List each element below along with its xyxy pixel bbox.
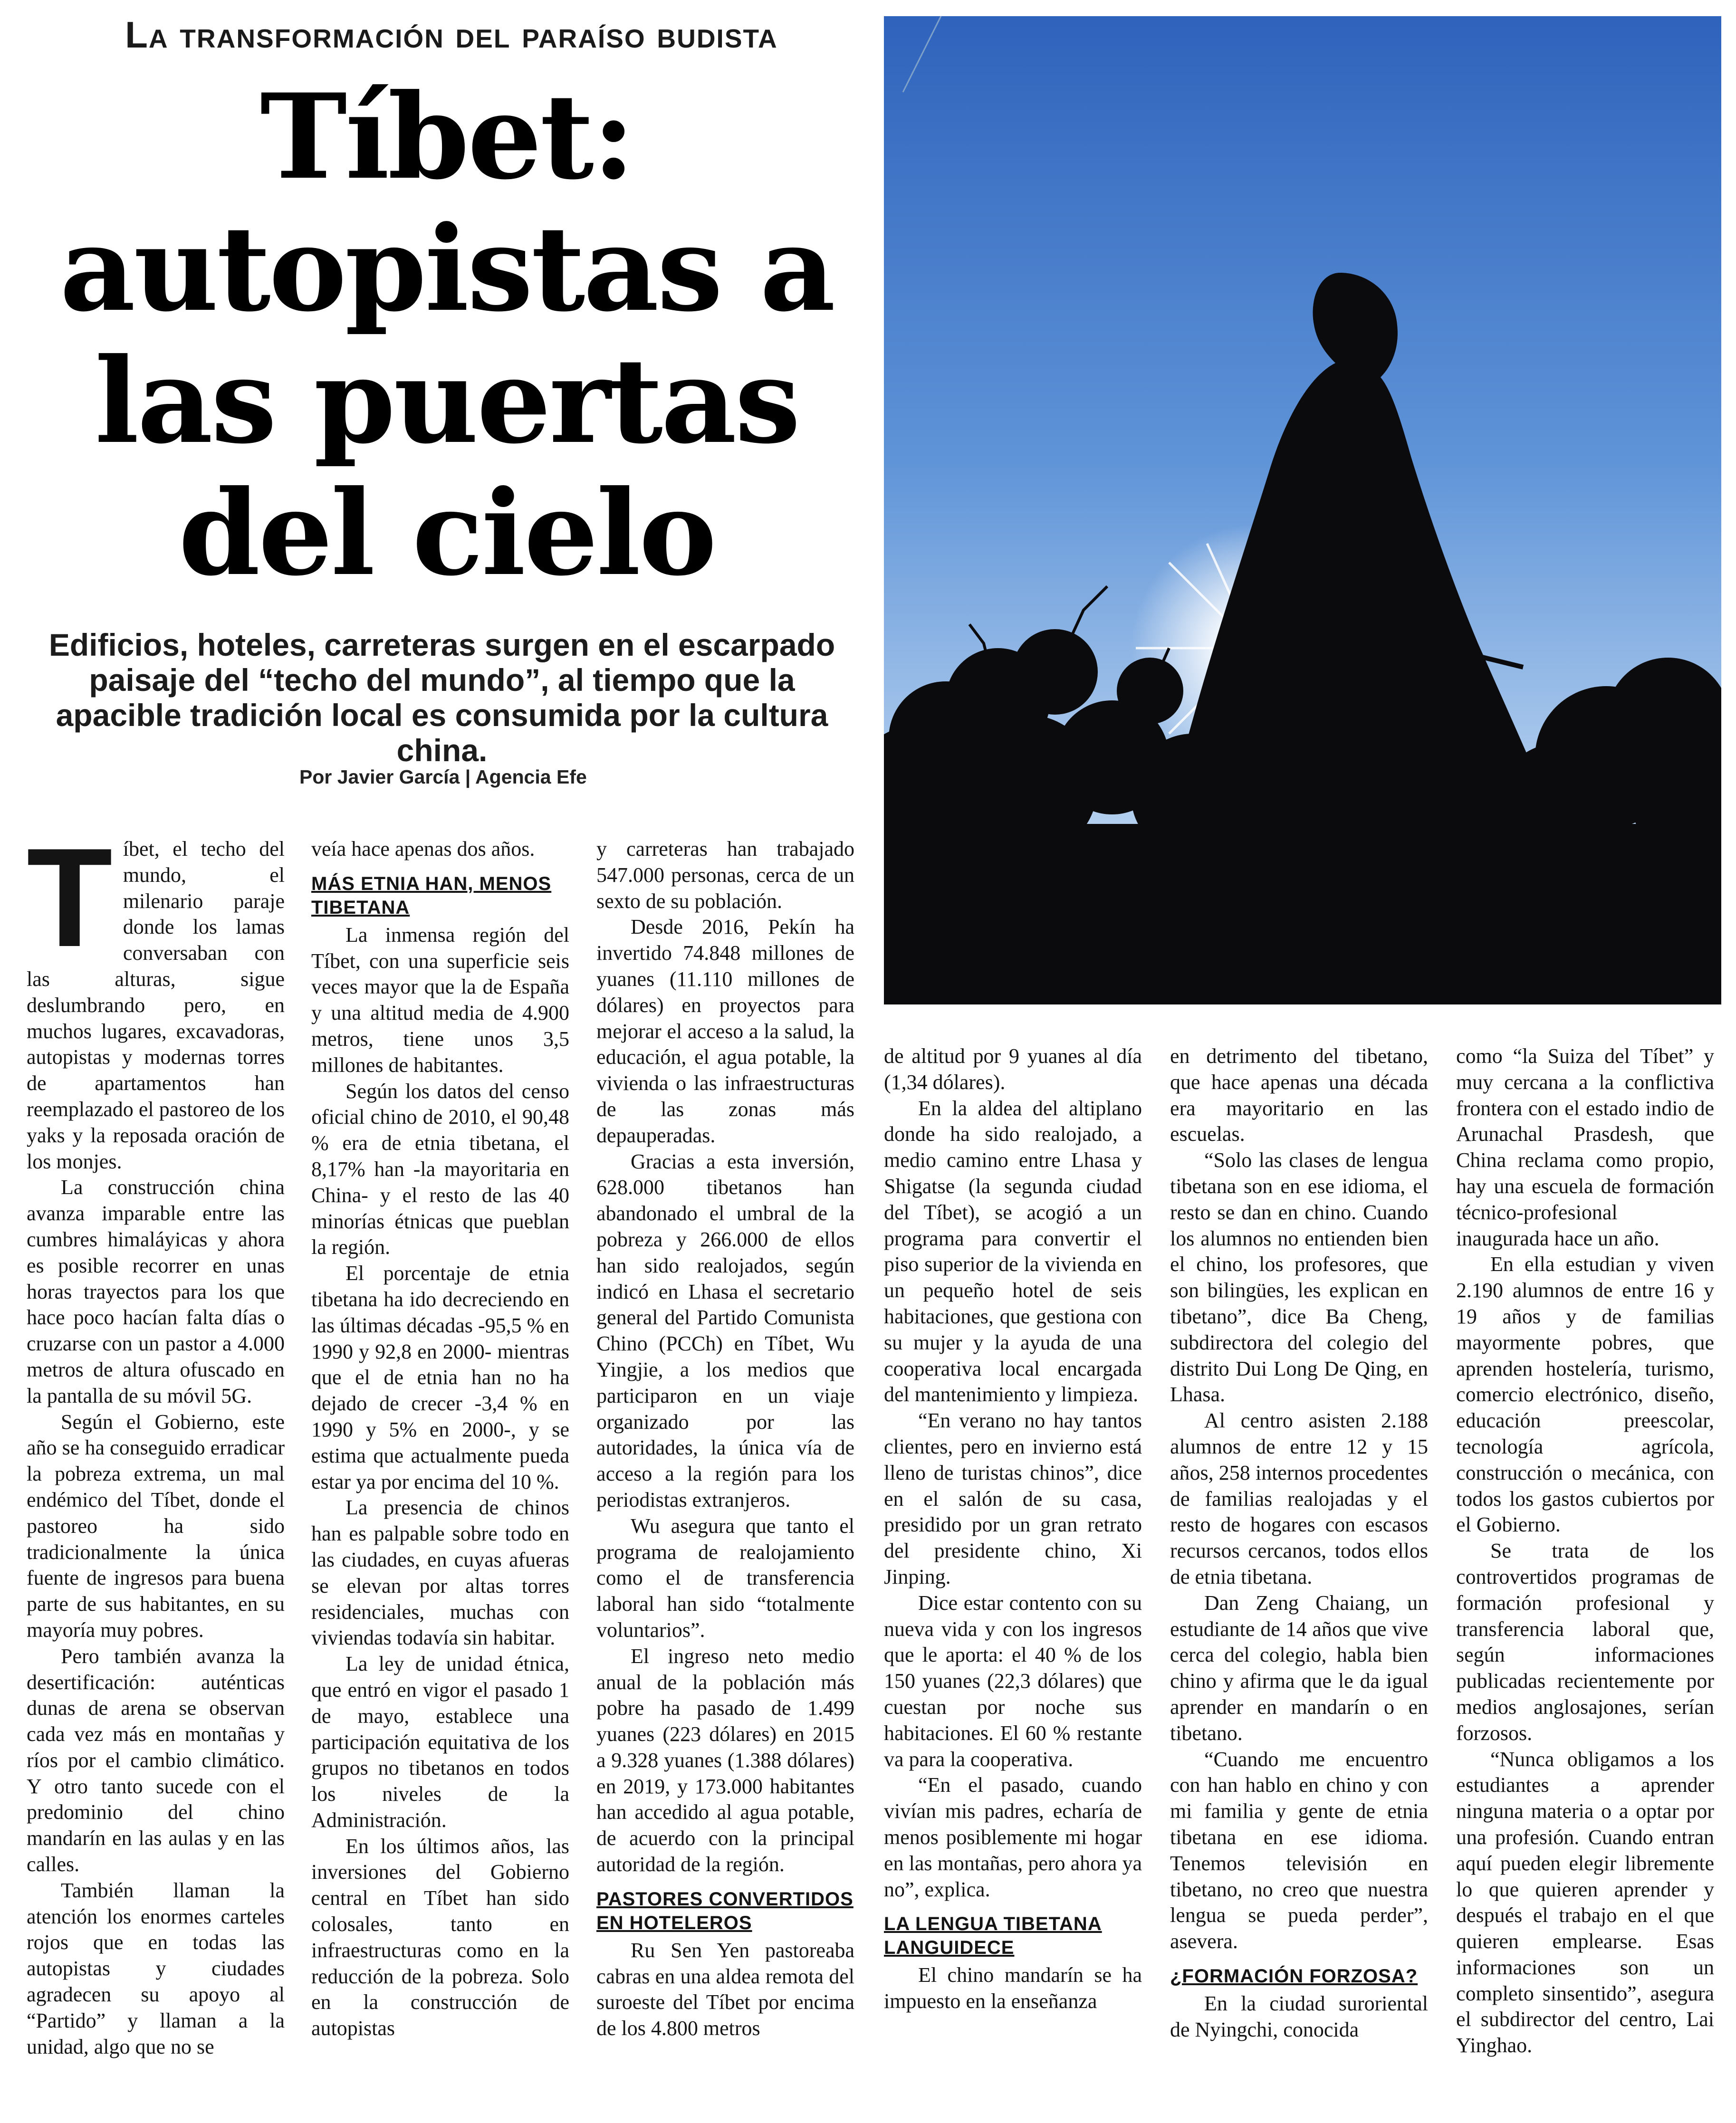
paragraph: En los últimos años, las inversiones del Gobierno central en Tíbet han sido colosales, tanto en infraestructuras como en la reducción de la pobreza. Solo en la construcción de autopistas xyxy=(311,1834,569,2040)
byline: Por Javier García | Agencia Efe xyxy=(299,766,587,788)
paragraph: Se trata de los controvertidos programas de formación profesional y transferencia laboral que, según informaciones publicadas recientemente por medios anglosajones, serían forzosos. xyxy=(1456,1539,1714,1745)
paragraph: Desde 2016, Pekín ha invertido 74.848 millones de yuanes (11.110 millones de dólares) en proyectos para mejorar el acceso a la salud, la educación, el agua potable, la vivienda o las infraestructuras de las zonas más depauperadas. xyxy=(596,915,854,1147)
headline xyxy=(29,68,865,602)
lead-paragraph xyxy=(27,819,285,1175)
paragraph: En ella estudian y viven 2.190 alumnos de entre 16 y 19 años y de familias mayormente pobres, que aprenden hostelería, turismo, comercio electrónico, diseño, educación preescolar, tecnología agrícola, construcción o mecánica, con todos los gastos cubiertos por el Gobierno. xyxy=(1456,1253,1714,1537)
headline-line: las puertas xyxy=(95,333,799,470)
paragraph: El chino mandarín se ha impuesto en la enseñanza xyxy=(884,1963,1142,2013)
section-heading: LA LENGUA TIBETANA LANGUIDECE xyxy=(884,1913,1102,1959)
paragraph: Dice estar contento con su nueva vida y con los ingresos que le aporta: el 40 % de los 150 yuanes (22,3 dólares) que cuestan por noche sus habitaciones. El 60 % restante va para la cooperativa. xyxy=(884,1591,1142,1771)
paragraph: “En verano no hay tantos clientes, pero en invierno está lleno de turistas chinos”, dice en el salón de su casa, presidido por un gran retrato del presidente chino, Xi Jinping. xyxy=(884,1409,1142,1588)
drop-cap: T xyxy=(27,819,113,976)
paragraph-continued: veía hace apenas dos años. xyxy=(311,837,535,861)
paragraph: Dan Zeng Chaiang, un estudiante de 14 años que vive cerca del colegio, habla bien chino y afirma que le da igual aprender en mandarín o en tibetano. xyxy=(1170,1591,1428,1745)
paragraph: También llaman la atención los enormes carteles rojos que en todas las autopistas y ciudades agradecen su apoyo al “Partido” y llaman a la unidad, algo que no se xyxy=(27,1878,285,2058)
article-column-3 xyxy=(596,836,854,2042)
paragraph: “Cuando me encuentro con han hablo en chino y con mi familia y gente de etnia tibetana en ese idioma. Tenemos televisión en tibetano, no creo que nuestra lengua se pueda perder”, asevera. xyxy=(1170,1747,1428,1953)
article-column-1 xyxy=(27,819,285,2060)
paragraph: En la aldea del altiplano donde ha sido realojado, a medio camino entre Lhasa y Shigatse (la segunda ciudad del Tíbet), se acogió a un programa para convertir el piso superior de la vivienda en un pequeño hotel de seis habitaciones, que gestiona con su mujer y la ayuda de una cooperativa local encargada del mantenimiento y limpieza. xyxy=(884,1096,1142,1406)
paragraph-continued: como “la Suiza del Tíbet” y muy cercana a la conflictiva frontera con el estado indio de Arunachal Prasdesh, que China reclama como propio, hay una escuela de formación técnico-profesional inaugurada hace un año. xyxy=(1456,1044,1714,1250)
paragraph: Wu asegura que tanto el programa de realojamiento como el de transferencia laboral han sido “totalmente voluntarios”. xyxy=(596,1514,854,1642)
paragraph: En la ciudad suroriental de Nyingchi, conocida xyxy=(1170,1991,1428,2041)
paragraph-continued: en detrimento del tibetano, que hace apenas una década era mayoritario en las escuelas. xyxy=(1170,1044,1428,1146)
section-heading: ¿FORMACIÓN FORZOSA? xyxy=(1170,1965,1418,1987)
paragraph: La inmensa región del Tíbet, con una superficie seis veces mayor que la de España y una altitud media de 4.900 metros, tiene unos 3,5 millones de habitantes. xyxy=(311,923,569,1077)
paragraph: Según el Gobierno, este año se ha conseguido erradicar la pobreza extrema, un mal endémico del Tíbet, donde el pastoreo ha sido tradicionalmente la única fuente de ingresos para buena parte de sus habitantes, en su mayoría muy pobres. xyxy=(27,1410,285,1642)
paragraph: “Solo las clases de lengua tibetana son en ese idioma, el resto se dan en chino. Cuando los alumnos no entienden bien el chino, los profesores, que son bilingües, les explican en tibetano”, dice Ba Cheng, subdirectora del colegio del distrito Dui Long De Qing, en Lhasa. xyxy=(1170,1148,1428,1406)
paragraph: Ru Sen Yen pastoreaba cabras en una aldea remota del suroeste del Tíbet por encima de los 4.800 metros xyxy=(596,1938,854,2040)
section-heading: MÁS ETNIA HAN, MENOS TIBETANA xyxy=(311,873,552,918)
paragraph: “En el pasado, cuando vivían mis padres, echaría de menos posiblemente mi hogar en las montañas, pero ahora ya no”, explica. xyxy=(884,1773,1142,1901)
kicker: La transformación del paraíso budista xyxy=(125,14,778,56)
headline-line: Tíbet: xyxy=(260,68,633,206)
article-column-4 xyxy=(884,1043,1142,2015)
paragraph: Pero también avanza la desertificación: auténticas dunas de arena se observan cada vez más en montañas y ríos por el cambio climático. Y otro tanto sucede con el predominio del chino mandarín en las aulas y en las calles. xyxy=(27,1644,285,1876)
headline-line: del cielo xyxy=(178,465,715,602)
paragraph: Al centro asisten 2.188 alumnos de entre 12 y 15 años, 258 internos procedentes de familias realojadas y el resto de hogares con escasos recursos cercanos, todos ellos de etnia tibetana. xyxy=(1170,1409,1428,1588)
paragraph: Según los datos del censo oficial chino de 2010, el 90,48 % era de etnia tibetana, el 8,17% han -la mayoritaria en China- y el resto de las 40 minorías étnicas que pueblan la región. xyxy=(311,1079,569,1259)
paragraph: Gracias a esta inversión, 628.000 tibetanos han abandonado el umbral de la pobreza y 266.000 de ellos han sido realojados, según indicó en Lhasa el secretario general del Partido Comunista Chino (PCCh) en Tíbet, Wu Yingjie, a los medios que participaron en un viaje organizado por las autoridades, la única vía de acceso a la región para los periodistas extranjeros. xyxy=(596,1149,854,1511)
section-heading: PASTORES CONVERTIDOS EN HOTELEROS xyxy=(596,1888,854,1933)
paragraph: “Nunca obligamos a los estudiantes a aprender ninguna materia o a optar por una profesión. Cuando entran aquí pueden elegir libremente lo que quieren aprender y después el trabajo en el que quieren emplearse. Esas informaciones son un completo sinsentido”, asegura el subdirector del centro, Lai Yinghao. xyxy=(1456,1747,1714,2057)
article-column-5 xyxy=(1170,1043,1428,2043)
paragraph: La construcción china avanza imparable entre las cumbres himaláyicas y ahora es posible recorrer en unas horas trayectos para los que hace poco hacían falta días o cruzarse con un pastor a 4.000 metros de altura ofuscado en la pantalla de su móvil 5G. xyxy=(27,1176,285,1407)
paragraph: La ley de unidad étnica, que entró en vigor el pasado 1 de mayo, establece una participación equitativa de los grupos no tibetanos en todos los niveles de la Administración. xyxy=(311,1652,569,1832)
paragraph: El ingreso neto medio anual de la población más pobre ha pasado de 1.499 yuanes (223 dólares) en 2015 a 9.328 yuanes (1.388 dólares) en 2019, y 173.000 habitantes han accedido al agua potable, de acuerdo con la principal autoridad de la región. xyxy=(596,1644,854,1876)
article-column-6 xyxy=(1456,1043,1714,2059)
lead-text: íbet, el techo del mundo, el milenario paraje donde los lamas conversaban con las alturas, sigue deslumbrando pero, en muchos lugares, excavadoras, autopistas y modernas torres de apartamentos han reemplazado el pastoreo de los yaks y la reposada oración de los monjes. xyxy=(27,837,285,1173)
article-column-2 xyxy=(311,836,569,2042)
monk-silhouette-photo xyxy=(884,16,1721,1004)
subhead: Edificios, hoteles, carreteras surgen en el escarpado paisaje del “techo del mundo”, al tiempo que la apacible tradición local es consumida por la cultura china. xyxy=(48,627,835,768)
paragraph: La presencia de chinos han es palpable sobre todo en las ciudades, en cuyas afueras se elevan por altas torres residenciales, muchas con viviendas todavía sin habitar. xyxy=(311,1496,569,1650)
paragraph-continued: de altitud por 9 yuanes al día (1,34 dólares). xyxy=(884,1044,1142,1094)
paragraph: El porcentaje de etnia tibetana ha ido decreciendo en las últimas décadas -95,5 % en 1990 y 92,8 en 2000- mientras que el de etnia han no ha dejado de crecer -3,4 % en 1990 y 5% en 2000-, y se estima que actualmente pueda estar ya por encima del 10 %. xyxy=(311,1262,569,1493)
headline-line: autopistas a xyxy=(59,201,834,338)
paragraph-continued: y carreteras han trabajado 547.000 personas, cerca de un sexto de su población. xyxy=(596,837,854,913)
